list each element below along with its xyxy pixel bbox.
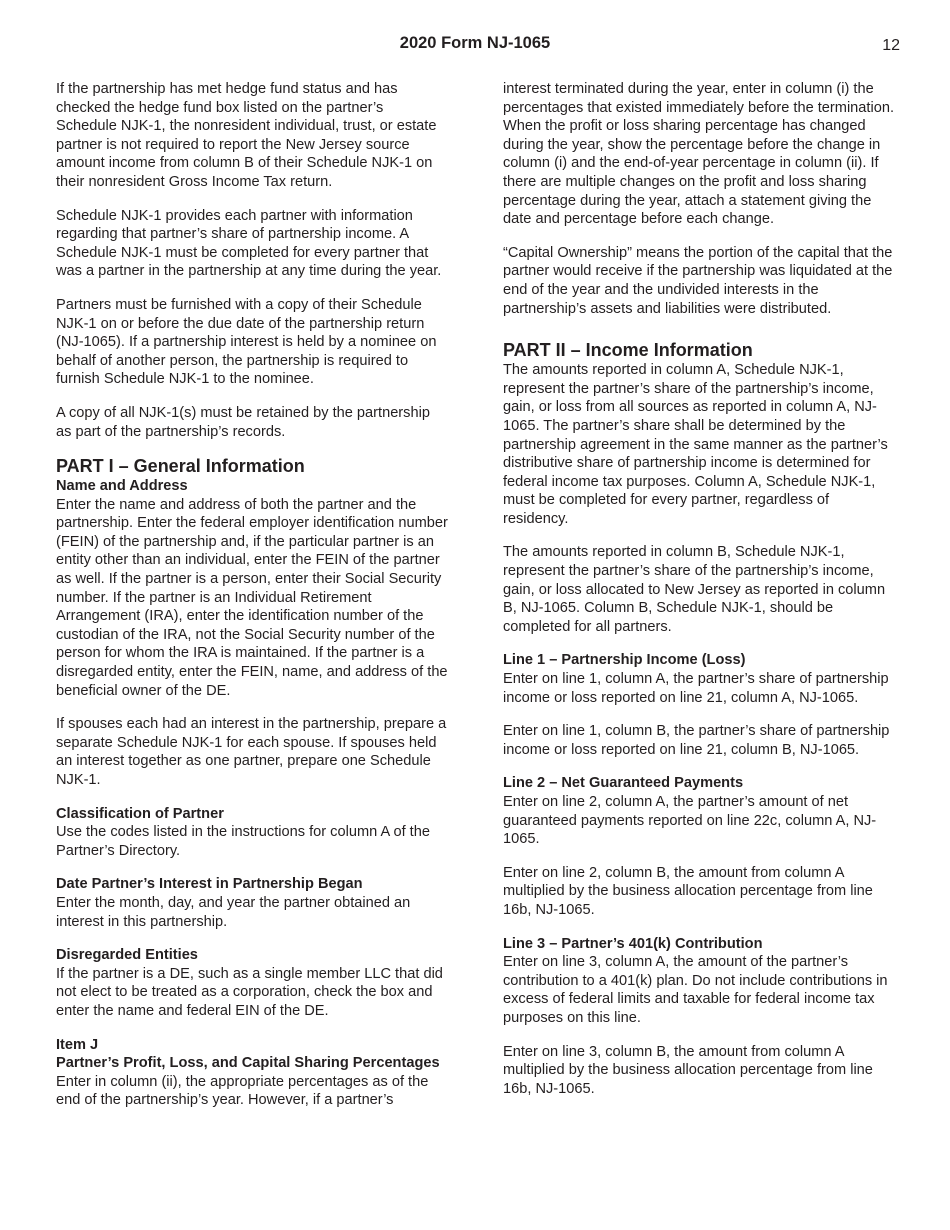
classification-text: Use the codes listed in the instructions for column A of the Partner’s Directory. (56, 824, 430, 859)
line2-paragraph: Enter on line 2, column A, the partner’s amount of net guaranteed payments reported on line 22c, column A, NJ-1065. (503, 794, 877, 848)
left-column (56, 80, 448, 1125)
item-j-label: Item J (56, 1036, 99, 1053)
line1-paragraph: Enter on line 1, column A, the partner’s share of partnership income or loss reported on line 21, column A, NJ-1065. (503, 671, 889, 706)
date-began-text: Enter the month, day, and year the partner obtained an interest in this partnership. (56, 894, 411, 930)
line3-paragraph: Enter on line 3, column B, the amount from column A multiplied by the business allocation percentage from line 16b, NJ-1065. (503, 1043, 873, 1097)
part1-heading: PART I – General Information (56, 456, 305, 477)
line2-heading: Line 2 – Net Guaranteed Payments (503, 775, 744, 792)
line1-paragraph: Enter on line 1, column B, the partner’s share of partnership income or loss reported on line 21, column B, NJ-1065. (503, 723, 890, 758)
classification-heading: Classification of Partner (56, 805, 224, 822)
classification-section (56, 805, 448, 861)
page-number: 12 (882, 37, 900, 54)
right-column (503, 80, 895, 1113)
item-j-text: Enter in column (ii), the appropriate percentages as of the end of the partnership’s year. However, if a partner’s (56, 1073, 429, 1109)
line2-paragraph: Enter on line 2, column B, the amount from column A multiplied by the business allocation percentage from line 16b, NJ-1065. (503, 864, 873, 918)
name-address-heading: Name and Address (56, 478, 188, 495)
disregarded-section (56, 946, 448, 1020)
disregarded-heading: Disregarded Entities (56, 947, 198, 964)
part2-paragraph: The amounts reported in column B, Schedule NJK-1, represent the partner’s share of the partnership’s income, gain, or loss allocated to New Jersey as reported in column B, NJ-1065. Column B, Schedule NJK-1, should be completed for all partners. (503, 544, 886, 635)
item-j-heading: Partner’s Profit, Loss, and Capital Sharing Percentages (56, 1055, 440, 1072)
line3-heading: Line 3 – Partner’s 401(k) Contribution (503, 935, 763, 952)
date-began-heading: Date Partner’s Interest in Partnership Began (56, 876, 363, 893)
name-address-paragraph: If spouses each had an interest in the partnership, prepare a separate Schedule NJK-1 for each spouse. If spouses held an interest together as one partner, prepare one Schedule NJK-1. (56, 716, 447, 788)
item-j-section (56, 1036, 448, 1110)
page-title: 2020 Form NJ-1065 (399, 34, 551, 52)
intro-paragraph: Schedule NJK-1 provides each partner with information regarding that partner’s share of partnership income. A Schedule NJK-1 must be completed for every partner that was a partner in the partnership at any time during the year. (56, 207, 442, 280)
intro-paragraph: A copy of all NJK-1(s) must be retained by the partnership as part of the partnership’s records. (56, 404, 430, 440)
line1-heading: Line 1 – Partnership Income (Loss) (503, 652, 746, 669)
date-began-section (56, 875, 448, 931)
part2-heading: PART II – Income Information (503, 340, 753, 361)
capital-ownership-paragraph: “Capital Ownership” means the portion of the capital that the partner would receive if the partnership was liquidated at the end of the year and the undivided interests in the partnership’s assets and liabilities were distributed. (503, 244, 893, 317)
disregarded-text: If the partner is a DE, such as a single member LLC that did not elect to be treated as a corporation, check the box and enter the name and federal EIN of the DE. (56, 965, 443, 1019)
item-j-continuation: interest terminated during the year, enter in column (i) the percentages that existed immediately before the termination. When the profit or loss sharing percentage has changed during the year, show the percentage before the change in column (i) and the end-of-year percentage in column (ii). If there are multiple changes on the profit and loss sharing percentage during the year, attach a statement giving the date and percentage before each change. (503, 81, 895, 228)
intro-paragraph: If the partnership has met hedge fund status and has checked the hedge fund box listed on the partner’s Schedule NJK-1, the nonresident individual, trust, or estate partner is not required to report the New Jersey source amount income from column B of their Schedule NJK-1 on their nonresident Gross Income Tax return. (56, 81, 437, 190)
intro-paragraph: Partners must be furnished with a copy of their Schedule NJK-1 on or before the due date of the partnership return (NJ-1065). If a partnership interest is held by a nominee on behalf of another person, the partnership is required to furnish Schedule NJK-1 to the nominee. (56, 296, 437, 388)
line3-paragraph: Enter on line 3, column A, the amount of the partner’s contribution to a 401(k) plan. Do not include contributions in excess of federal limits and taxable for federal income tax purposes on this line. (503, 954, 888, 1026)
name-address-paragraph: Enter the name and address of both the partner and the partnership. Enter the federal employer identification number (FEIN) of the partnership and, if the particular partner is an entity other than an individual, enter the FEIN of the partner as well. If the partner is a person, enter their Social Security number. If the partner is an Individual Retirement Arrangement (IRA), enter the identification number of the custodian of the IRA, not the Social Security number of the person for whom the IRA is maintained. If the partner is a disregarded entity, enter the FEIN, name, and address of the beneficial owner of the DE. (56, 496, 448, 699)
part2-paragraph: The amounts reported in column A, Schedule NJK-1, represent the partner’s share of the partnership’s income, gain, or loss from all sources as reported in column A, NJ-1065. The partner’s share shall be determined by the partnership agreement in the same manner as the partner’s distributive share of partnership income is determined for federal income tax purposes. Column A, Schedule NJK-1, must be completed for every partner, regardless of residency. (503, 362, 888, 527)
